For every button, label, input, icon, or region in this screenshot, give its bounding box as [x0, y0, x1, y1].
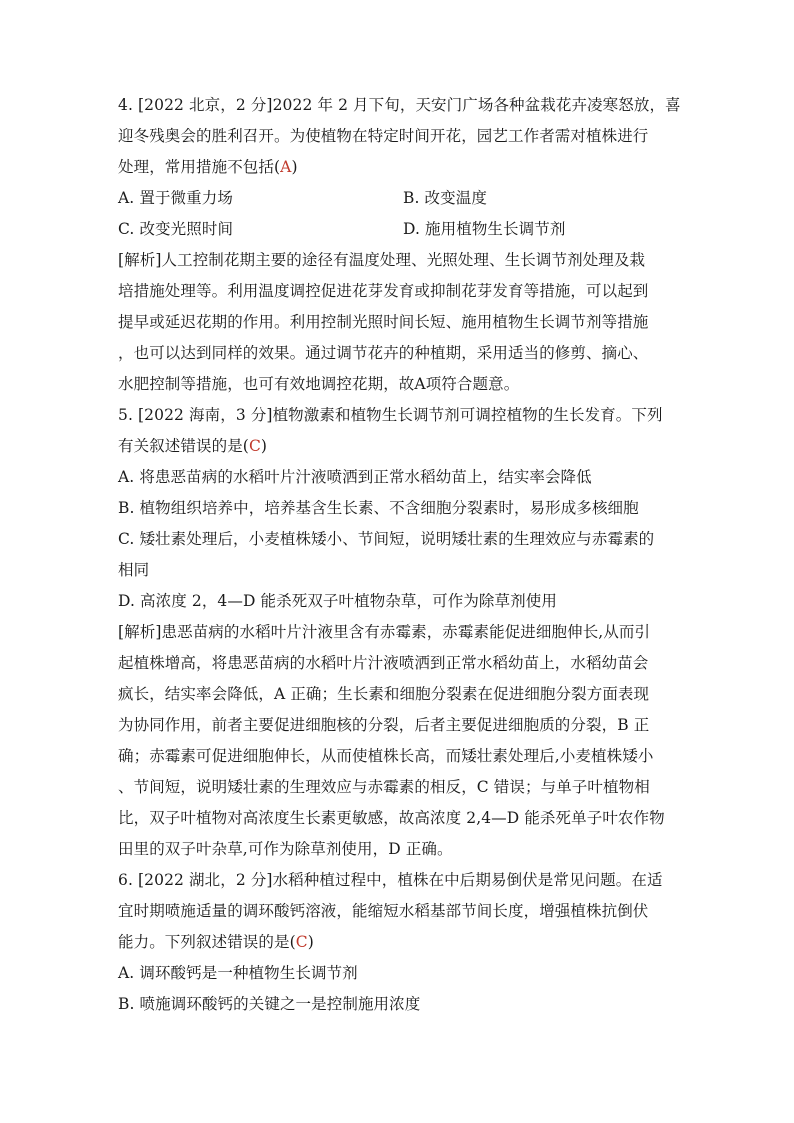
answer-mark: A: [280, 158, 292, 176]
analysis-line: ，也可以达到同样的效果。通过调节花卉的种植期，采用适当的修剪、摘心、: [118, 344, 649, 362]
analysis: [118, 245, 674, 400]
question-stem-line: 宜时期喷施适量的调环酸钙溶液，能缩短水稻基部节间长度，增强植株抗倒伏: [118, 902, 649, 920]
question-stem-line: 4. [2022 北京，2 分]2022 年 2 月下旬，天安门广场各种盆栽花卉凌寒怒放，喜: [118, 96, 681, 114]
question-5: [118, 400, 674, 865]
option-a: A. 调环酸钙是一种植物生长调节剂: [118, 964, 358, 982]
option-d: D. 施用植物生长调节剂: [403, 220, 566, 238]
option-c: C. 矮壮素处理后，小麦植株矮小、节间短，说明矮壮素的生理效应与赤霉素的: [118, 530, 655, 548]
analysis-line: 比，双子叶植物对高浓度生长素更敏感，故高浓度 2,4—D 能杀死单子叶农作物: [118, 809, 665, 827]
option-b: B. 改变温度: [403, 189, 487, 207]
option-d: D. 高浓度 2，4—D 能杀死双子叶植物杂草，可作为除草剂使用: [118, 592, 557, 610]
option-c: C. 改变光照时间: [118, 220, 234, 238]
question-stem-line: 处理，常用措施不包括(A): [118, 158, 298, 176]
option-c-continued: 相同: [118, 561, 150, 579]
option-b: B. 植物组织培养中，培养基含生长素、不含细胞分裂素时，易形成多核细胞: [118, 499, 639, 517]
analysis-line: 起植株增高，将患恶苗病的水稻叶片汁液喷洒到正常水稻幼苗上，水稻幼苗会: [118, 654, 649, 672]
option-row: [118, 214, 674, 245]
question-stem-line: 5. [2022 海南，3 分]植物激素和植物生长调节剂可调控植物的生长发育。下列: [118, 406, 663, 424]
exam-page: [118, 90, 681, 1020]
analysis-line: 为协同作用，前者主要促进细胞核的分裂，后者主要促进细胞质的分裂，B 正: [118, 716, 650, 734]
question-6: [118, 865, 674, 1020]
answer-mark: C: [295, 933, 308, 951]
analysis-line: 培措施处理等。利用温度调控促进花芽发育或抑制花芽发育等措施，可以起到: [118, 282, 649, 300]
analysis-line: 提早或延迟花期的作用。利用控制光照时间长短、施用植物生长调节剂等措施: [118, 313, 649, 331]
question-4: [118, 90, 681, 400]
analysis-line: 确；赤霉素可促进细胞伸长，从而使植株长高，而矮壮素处理后,小麦植株矮小: [118, 747, 654, 765]
answer-mark: C: [248, 437, 261, 455]
analysis-line: 水肥控制等措施，也可有效地调控花期，故A项符合题意。: [118, 375, 520, 393]
question-stem-line: 有关叙述错误的是(C): [118, 437, 268, 455]
analysis: [118, 617, 674, 865]
question-stem-line: 迎冬残奥会的胜利召开。为使植物在特定时间开花，园艺工作者需对植株进行: [118, 127, 649, 145]
option-a: A. 置于微重力场: [118, 189, 233, 207]
analysis-line: [解析]人工控制花期主要的途径有温度处理、光照处理、生长调节剂处理及栽: [118, 251, 646, 269]
analysis-line: [解析]患恶苗病的水稻叶片汁液里含有赤霉素，赤霉素能促进细胞伸长,从而引: [118, 623, 651, 641]
analysis-line: 、节间短，说明矮壮素的生理效应与赤霉素的相反，C 错误；与单子叶植物相: [118, 778, 650, 796]
analysis-line: 疯长，结实率会降低，A 正确；生长素和细胞分裂素在促进细胞分裂方面表现: [118, 685, 650, 703]
option-b: B. 喷施调环酸钙的关键之一是控制施用浓度: [118, 995, 421, 1013]
analysis-line: 田里的双子叶杂草,可作为除草剂使用，D 正确。: [118, 840, 453, 858]
option-row: [118, 183, 674, 214]
option-a: A. 将患恶苗病的水稻叶片汁液喷洒到正常水稻幼苗上，结实率会降低: [118, 468, 592, 486]
question-stem-line: 能力。下列叙述错误的是(C): [118, 933, 314, 951]
question-stem-line: 6. [2022 湖北，2 分]水稻种植过程中，植株在中后期易倒伏是常见问题。在适: [118, 871, 663, 889]
